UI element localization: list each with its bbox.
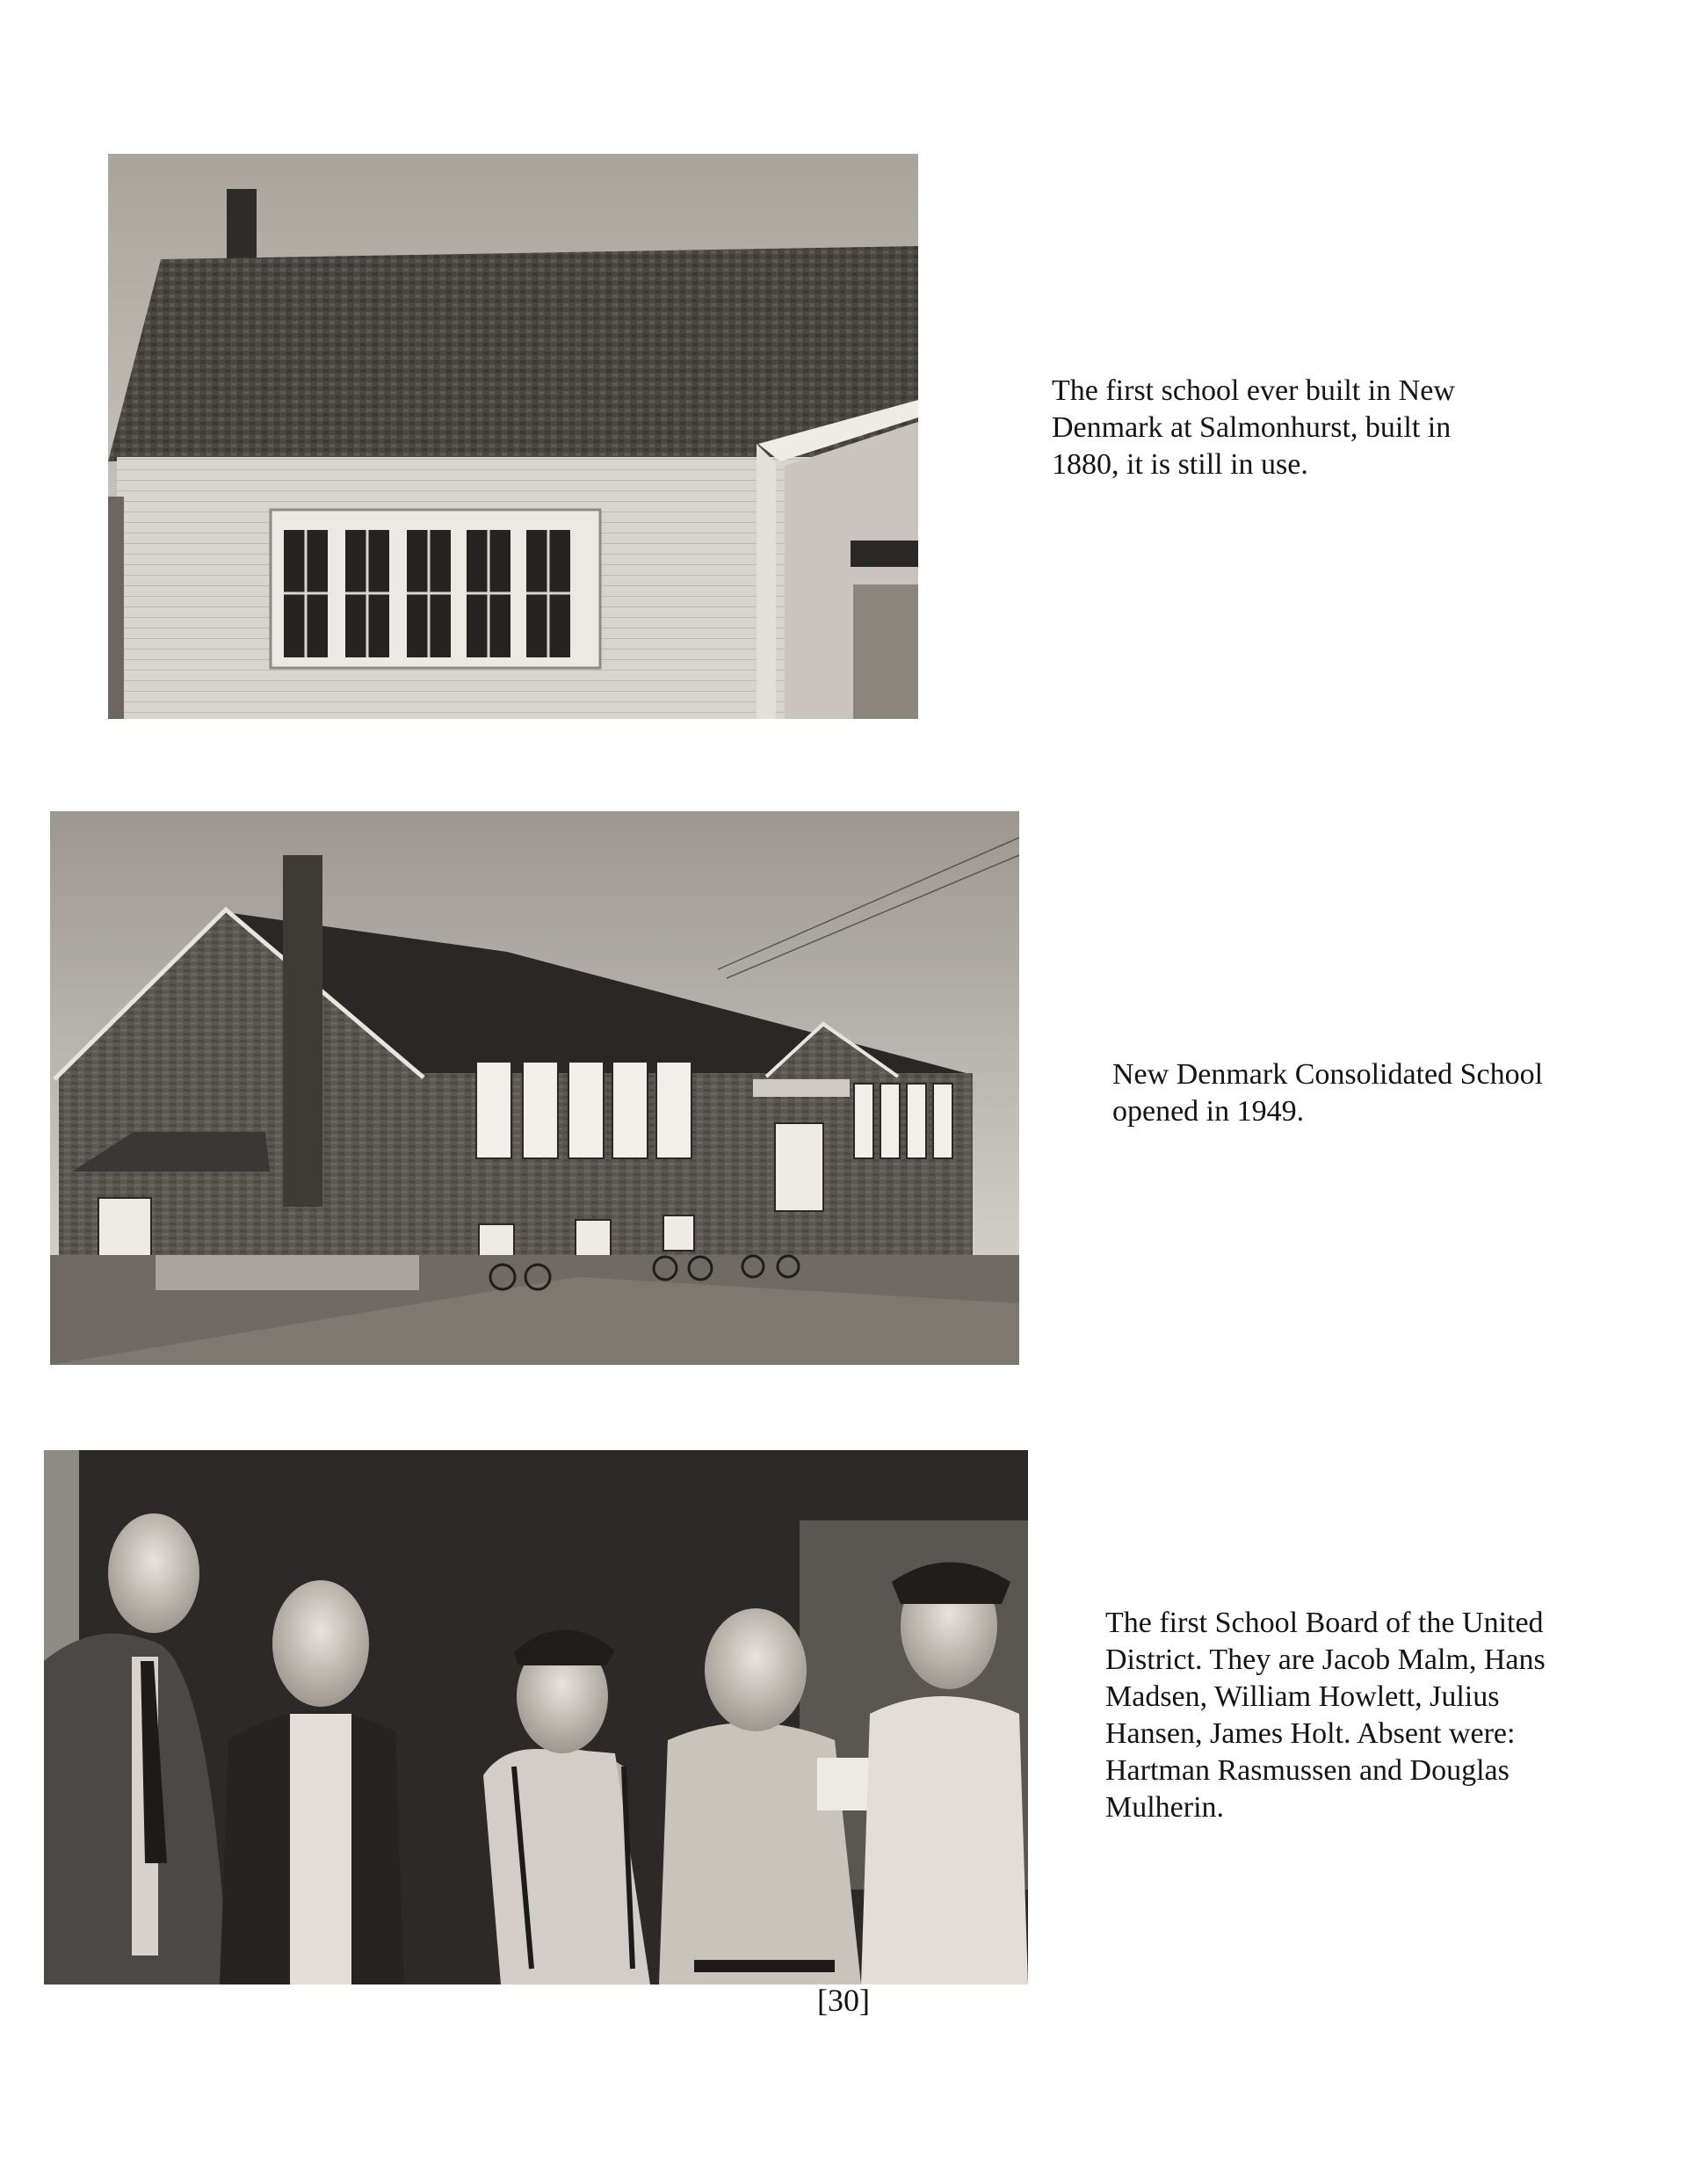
photo-first-school: [108, 154, 918, 719]
photo-school-board: [44, 1450, 1028, 1984]
caption-school-board: The first School Board of the United District. They are Jacob Malm, Hans Madsen, William Howlett, Julius Hansen, James Holt. Absent were: Hartman Rasmussen and Douglas Mulherin.: [1105, 1607, 1546, 1824]
photo-consolidated-school: [50, 811, 1019, 1365]
caption-first-school: The first school ever built in New Denmark at Salmonhurst, built in 1880, it is still in use.: [1052, 374, 1455, 481]
page-number: [30]: [817, 1983, 870, 2018]
caption-consolidated-school: New Denmark Consolidated School opened in 1949.: [1112, 1058, 1544, 1128]
